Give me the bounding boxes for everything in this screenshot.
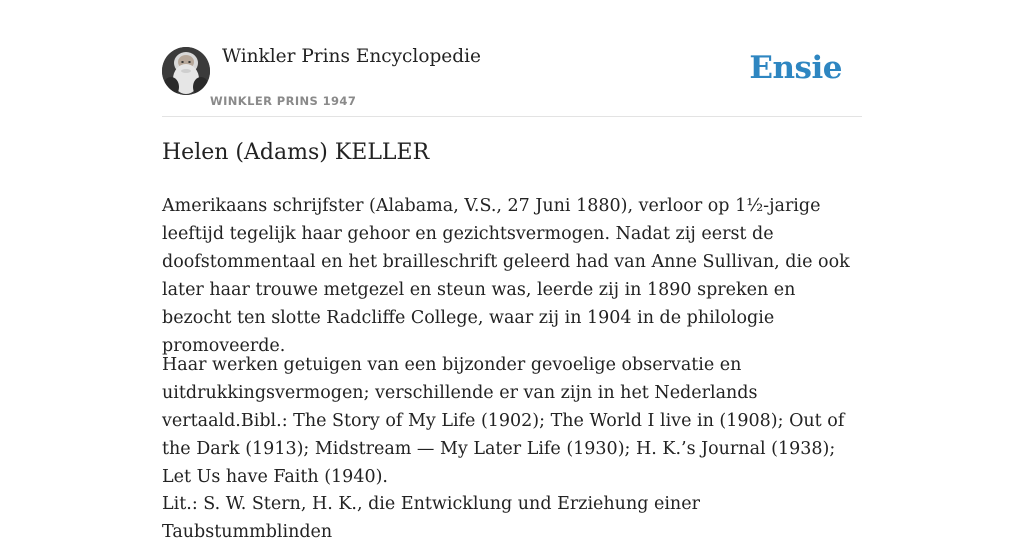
article-title: Helen (Adams) KELLER (162, 140, 430, 165)
ensie-logo[interactable]: Ensie (749, 50, 842, 86)
bearded-man-portrait-icon (162, 47, 210, 95)
article-paragraph-3: Lit.: S. W. Stern, H. K., die Entwicklung und Erziehung einer Taubstummblinden (162, 494, 700, 542)
site-header (162, 0, 862, 117)
article-paragraph-1: Amerikaans schrijfster (Alabama, V.S., 27 Juni 1880), verloor op 1½-jarige leeftijd tegelijk haar gehoor en gezichtsvermogen. Nadat zij eerst de doofstommentaal en het brailleschrift geleerd had van Anne Sullivan, die ook later haar trouwe metgezel en steun was, leerde zij in 1890 spreken en bezocht ten slotte Radcliffe College, waar zij in 1904 in de philologie promoveerde. (162, 196, 850, 356)
edition-label[interactable]: WINKLER PRINS 1947 (210, 94, 357, 108)
page-container (162, 0, 862, 542)
author-avatar[interactable] (162, 47, 210, 95)
article-paragraph-2: Haar werken getuigen van een bijzonder gevoelige observatie en uitdrukkingsvermogen; verschillende er van zijn in het Nederlands vertaald.Bibl.: The Story of My Life (1902); The World I live in (1908); Out of the Dark (1913); Midstream — My Later Life (1930); H. K.’s Journal (1938); Let Us have Faith (1940). (162, 355, 845, 487)
site-name[interactable]: Winkler Prins Encyclopedie (222, 46, 481, 67)
